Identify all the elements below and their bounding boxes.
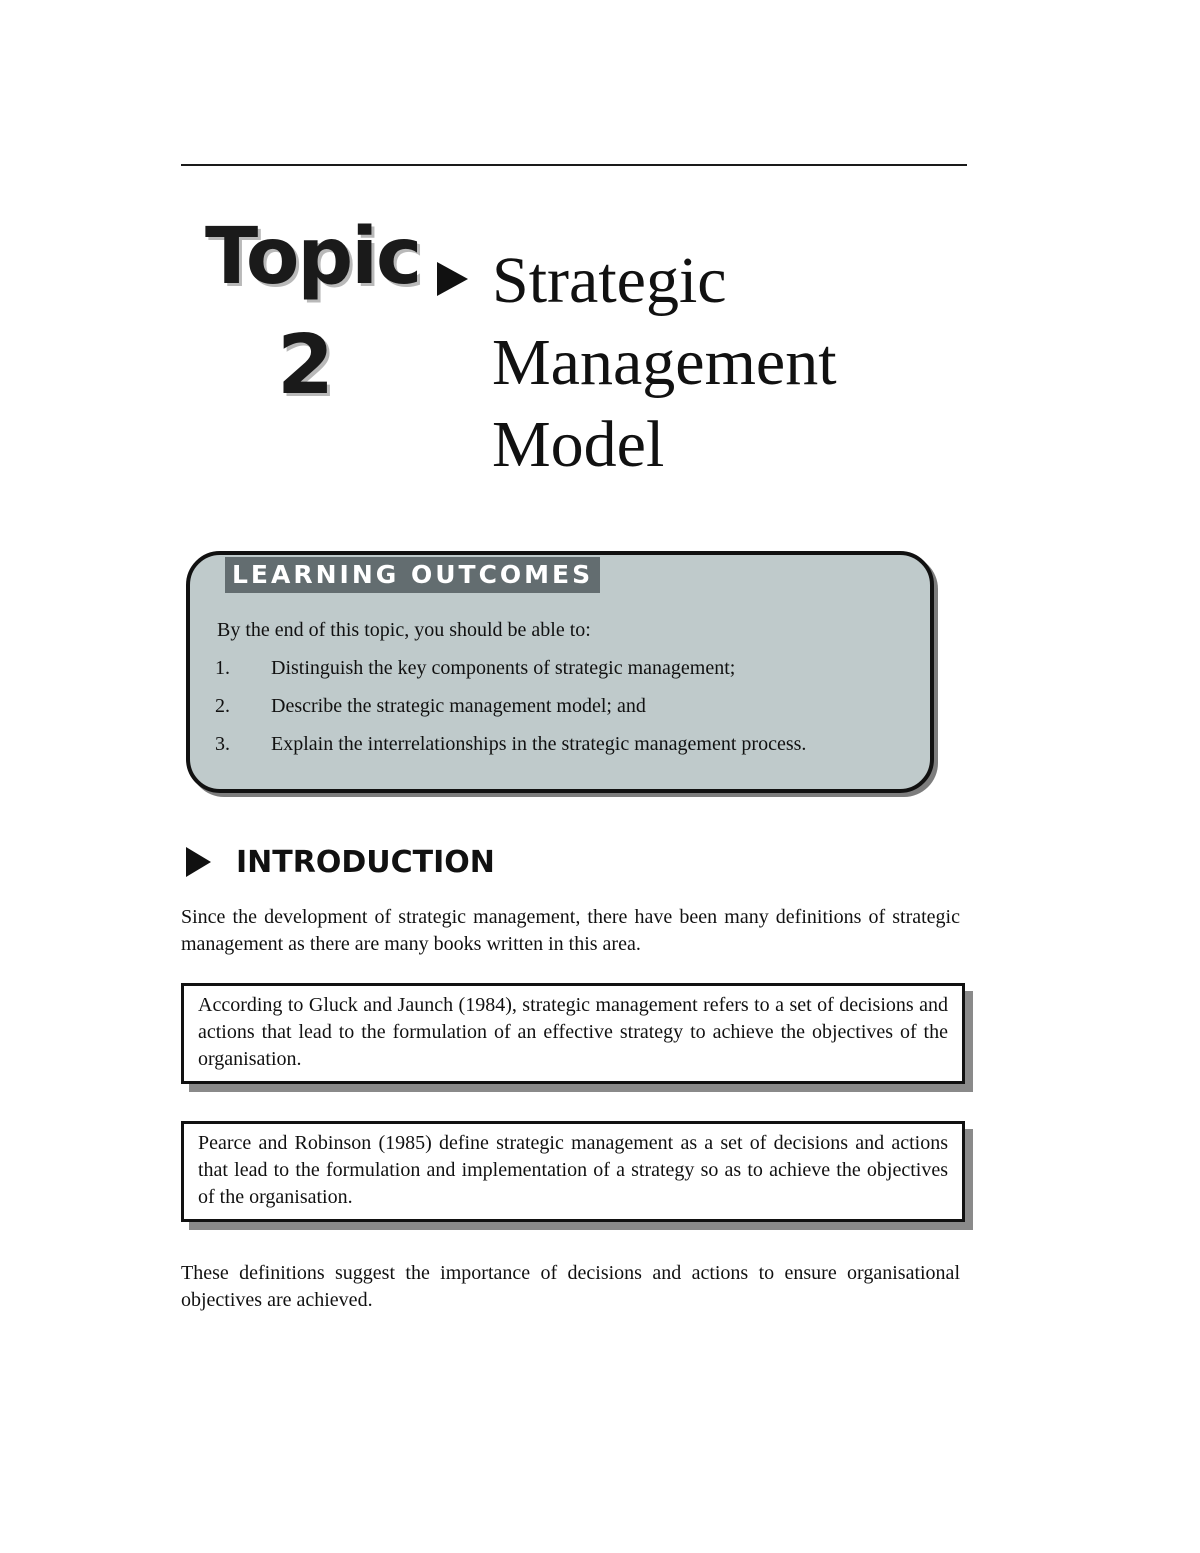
chapter-title: [492, 240, 837, 486]
chapter-title-line-2: Management: [492, 326, 837, 399]
outcome-text: Explain the interrelationships in the strategic management process.: [271, 733, 807, 755]
learning-outcomes-intro: By the end of this topic, you should be able to:: [217, 619, 591, 641]
topic-number: 2: [277, 318, 335, 413]
outcome-text: Describe the strategic management model; and: [271, 695, 646, 717]
outcome-number: 3.: [215, 733, 230, 755]
outcome-number: 2.: [215, 695, 230, 717]
triangle-arrow-icon: [437, 262, 468, 296]
closing-paragraph: These definitions suggest the importance of decisions and actions to ensure organisational objectives are achieved.: [181, 1262, 960, 1311]
outcome-number: 1.: [215, 657, 230, 679]
definition-box: According to Gluck and Jaunch (1984), strategic management refers to a set of decisions and actions that lead to the formulation of an effective strategy to achieve the objectives of the organisation.: [181, 983, 965, 1084]
header-rule: [181, 164, 967, 166]
outcome-text: Distinguish the key components of strategic management;: [271, 657, 736, 679]
section-heading: INTRODUCTION: [236, 845, 495, 880]
section-arrow-icon: [186, 847, 211, 877]
learning-outcomes-heading: LEARNING OUTCOMES: [225, 557, 600, 593]
definition-box: Pearce and Robinson (1985) define strategic management as a set of decisions and actions that lead to the formulation and implementation of a strategy so as to achieve the objectives of the organisation.: [181, 1121, 965, 1222]
chapter-title-line-1: Strategic: [492, 244, 727, 317]
intro-paragraph: Since the development of strategic management, there have been many definitions of strategic management as there are many books written in this area.: [181, 906, 960, 955]
topic-label: Topic: [205, 212, 421, 302]
chapter-title-line-3: Model: [492, 408, 665, 481]
